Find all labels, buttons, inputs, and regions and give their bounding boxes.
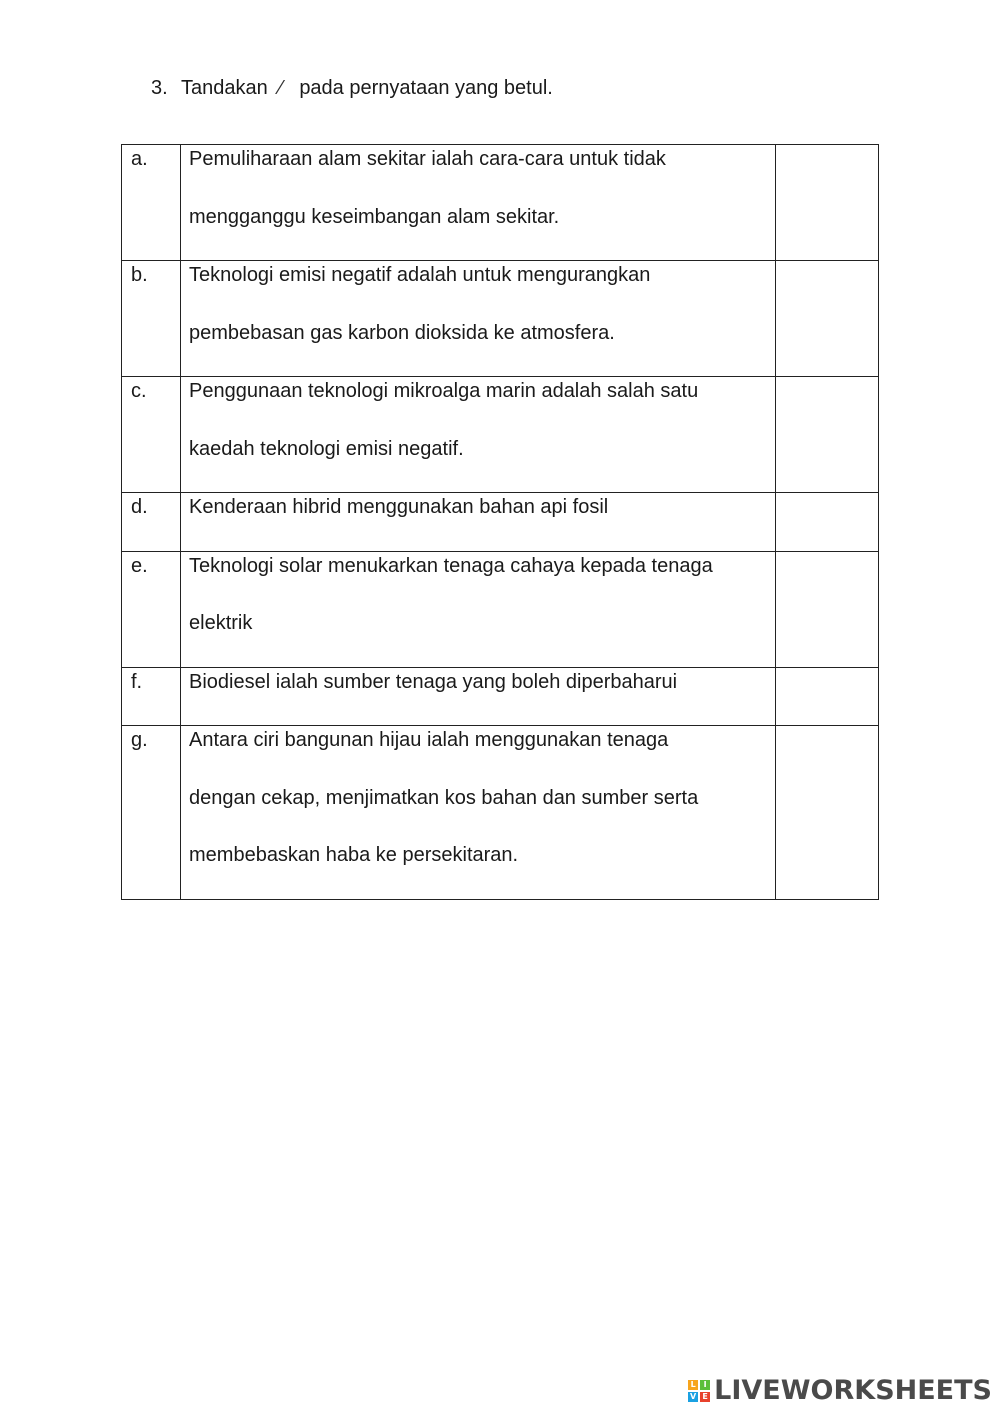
question-heading (151, 74, 553, 102)
statement-text-line: pembebasan gas karbon dioksida ke atmosfera. (189, 321, 615, 344)
statements-table (121, 144, 879, 900)
statement-text-line: Kenderaan hibrid menggunakan bahan api fosil (189, 496, 609, 518)
statement-text-cell (181, 726, 776, 900)
logo-letter: I (700, 1380, 710, 1390)
statement-row (122, 145, 879, 261)
statement-label: d. (131, 496, 148, 518)
statement-text-cell (181, 261, 776, 377)
statement-label-cell (122, 726, 181, 900)
statement-text (189, 363, 767, 478)
logo-letter: V (690, 1391, 697, 1401)
statement-label-cell (122, 551, 181, 667)
statement-text-line: Antara ciri bangunan hijau ialah menggunakan tenaga (189, 729, 669, 751)
answer-tick-box[interactable] (776, 667, 879, 726)
statement-text (189, 479, 767, 537)
statement-text (189, 131, 767, 246)
statement-text (189, 712, 767, 885)
answer-tick-box[interactable] (776, 726, 879, 900)
answer-tick-box[interactable] (776, 377, 879, 493)
statement-text-line: Pemuliharaan alam sekitar ialah cara-cara untuk tidak (189, 148, 666, 170)
question-number: 3. (151, 77, 168, 99)
statement-label: g. (131, 729, 148, 751)
statement-text (189, 654, 767, 712)
question-text-after: pada pernyataan yang betul. (299, 77, 553, 99)
statement-text (189, 538, 767, 653)
question-text-before: Tandakan (181, 77, 268, 99)
statement-text (189, 247, 767, 362)
statement-text-line: dengan cekap, menjimatkan kos bahan dan sumber serta (189, 786, 699, 809)
answer-tick-box[interactable] (776, 493, 879, 552)
answer-tick-box[interactable] (776, 551, 879, 667)
statement-text-line: Teknologi emisi negatif adalah untuk mengurangkan (189, 264, 651, 286)
tick-symbol-icon: ⁄ (279, 77, 283, 99)
brand-name: LIVEWORKSHEETS (714, 1375, 992, 1406)
answer-tick-box[interactable] (776, 145, 879, 261)
answer-tick-box[interactable] (776, 261, 879, 377)
statement-row (122, 551, 879, 667)
statement-text-line: kaedah teknologi emisi negatif. (189, 437, 464, 460)
statement-label: e. (131, 554, 148, 577)
statement-text-line: membebaskan haba ke persekitaran. (189, 844, 519, 866)
statement-text-line: elektrik (189, 612, 253, 634)
statement-label: b. (131, 264, 148, 286)
statement-text-cell (181, 145, 776, 261)
statement-label: c. (131, 380, 147, 402)
statement-label-cell (122, 145, 181, 261)
statement-label-cell (122, 261, 181, 377)
statement-row (122, 726, 879, 900)
statement-label: a. (131, 148, 148, 170)
statement-text-line: Penggunaan teknologi mikroalga marin adalah salah satu (189, 380, 699, 402)
statement-label-cell (122, 377, 181, 493)
liveworksheets-brand (688, 1375, 992, 1406)
statement-label: f. (131, 670, 143, 693)
statement-text-line: Teknologi solar menukarkan tenaga cahaya kepada tenaga (189, 554, 713, 577)
statement-text-line: mengganggu keseimbangan alam sekitar. (189, 205, 560, 228)
liveworksheets-logo-icon (688, 1380, 710, 1402)
statement-text-cell (181, 551, 776, 667)
statement-text-cell (181, 377, 776, 493)
logo-letter: E (700, 1392, 710, 1402)
statement-row (122, 261, 879, 377)
statement-row (122, 377, 879, 493)
statement-text-line: Biodiesel ialah sumber tenaga yang boleh diperbaharui (189, 670, 678, 693)
logo-letter: L (688, 1380, 698, 1390)
